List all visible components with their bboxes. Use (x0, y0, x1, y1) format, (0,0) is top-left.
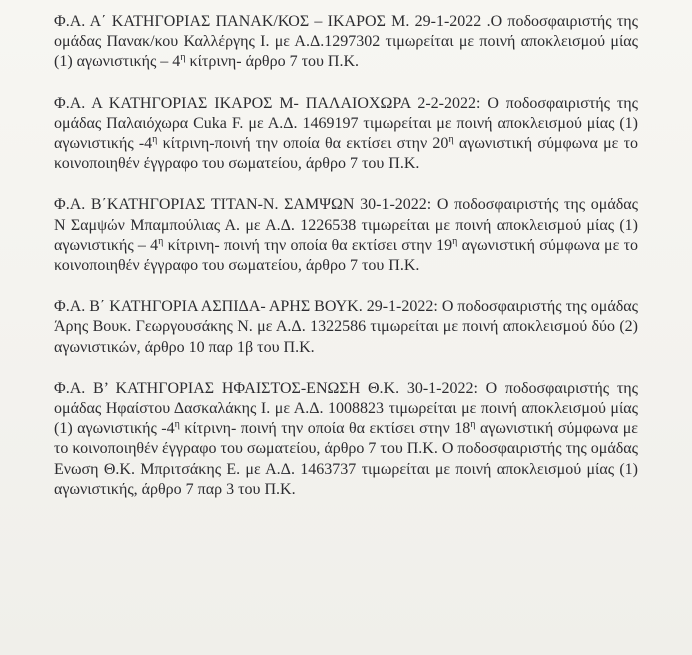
ordinal-suffix: η (452, 235, 458, 247)
paragraph-text: Φ.Α. Α ΚΑΤΗΓΟΡΙΑΣ ΙΚΑΡΟΣ Μ- ΠΑΛΑΙΟΧΩΡΑ 2-2-2022: Ο ποδοσφαιριστής της ομάδας Παλαιόχωρα Cuka F. με Α.Δ. 1469197 τιμωρείται με ποινή αποκλεισμού μίας (1) αγωνιστικής -4 (54, 94, 638, 153)
paragraph-text: Φ.Α. Β΄ ΚΑΤΗΓΟΡΙΑ ΑΣΠΙΔΑ- ΑΡΗΣ ΒΟΥΚ. 29-1-2022: Ο ποδοσφαιριστής της ομάδας Άρης Βουκ. Γεωργουσάκης Ν. με Α.Δ. 1322586 τιμωρείται με ποινή αποκλεισμού δύο (2) αγωνιστικών, άρθρο 10 παρ 1β του Π.Κ. (54, 298, 638, 356)
paragraph-text: κίτρινη- ποινή την οποία θα εκτίσει στην 19 (163, 236, 453, 254)
paragraph-text: αγωνιστική σύμφωνα με το κοινοποιηθέν έγγραφο του σωματείου, άρθρο 7 του Π.Κ. (54, 135, 638, 173)
decision-paragraph-5 (54, 379, 638, 500)
paragraph-text: κίτρινη- άρθρο 7 του Π.Κ. (185, 53, 360, 71)
ordinal-suffix: η (152, 134, 158, 146)
decision-paragraph-1 (54, 12, 638, 73)
paragraph-text: Φ.Α. Α΄ ΚΑΤΗΓΟΡΙΑΣ ΠΑΝΑΚ/ΚΟΣ – ΙΚΑΡΟΣ Μ. 29-1-2022 .Ο ποδοσφαιριστής της ομάδας Πανακ/κου Καλλέργης Ι. με Α.Δ.1297302 τιμωρείται με ποινή αποκλεισμού μίας (1) αγωνιστικής – 4 (54, 13, 638, 71)
paragraph-text: αγωνιστική σύμφωνα με το κοινοποιηθέν έγγραφο του σωματείου, άρθρο 7 του Π.Κ. (54, 236, 638, 275)
decision-paragraph-3 (54, 195, 638, 276)
ordinal-suffix: η (180, 52, 186, 64)
ordinal-suffix: η (470, 419, 476, 431)
paragraph-text: κίτρινη-ποινή την οποία θα εκτίσει στην 20 (157, 135, 449, 153)
paragraph-text: κίτρινη- ποινή την οποία θα εκτίσει στην 18 (179, 420, 471, 438)
ordinal-suffix: η (448, 134, 454, 146)
document-body (54, 12, 638, 521)
paragraph-text: Φ.Α. Β’ ΚΑΤΗΓΟΡΙΑΣ ΗΦΑΙΣΤΟΣ-ΕΝΩΣΗ Θ.Κ. 30-1-2022: Ο ποδοσφαιριστής της ομάδας Ηφαίστου Δασκαλάκης Ι. με Α.Δ. 1008823 τιμωρείται με ποινή αποκλεισμού μίας (1) αγωνιστικής -4 (54, 379, 638, 438)
decision-paragraph-4 (54, 297, 638, 358)
paragraph-text: αγωνιστική σύμφωνα με το κοινοποιηθέν έγγραφο του σωματείου, άρθρο 7 του Π.Κ. Ο ποδοσφαιριστής της ομάδας Ενωση Θ.Κ. Μπριτσάκης Ε. με Α.Δ. 1463737 τιμωρείται με ποινή αποκλεισμού μίας (1) αγωνιστικής, άρθρο 7 παρ 3 του Π.Κ. (54, 420, 638, 498)
ordinal-suffix: η (174, 419, 180, 431)
decision-paragraph-2 (54, 94, 638, 175)
ordinal-suffix: η (158, 235, 164, 247)
paragraph-text: Φ.Α. Β΄ΚΑΤΗΓΟΡΙΑΣ ΤΙΤΑΝ-Ν. ΣΑΜΨΩΝ 30-1-2022: Ο ποδοσφαιριστής της ομάδας Ν Σαμψών Μπαμπούλιας Α. με Α.Δ. 1226538 τιμωρείται με ποινή αποκλεισμού μίας (1) αγωνιστικής – 4 (54, 196, 638, 254)
